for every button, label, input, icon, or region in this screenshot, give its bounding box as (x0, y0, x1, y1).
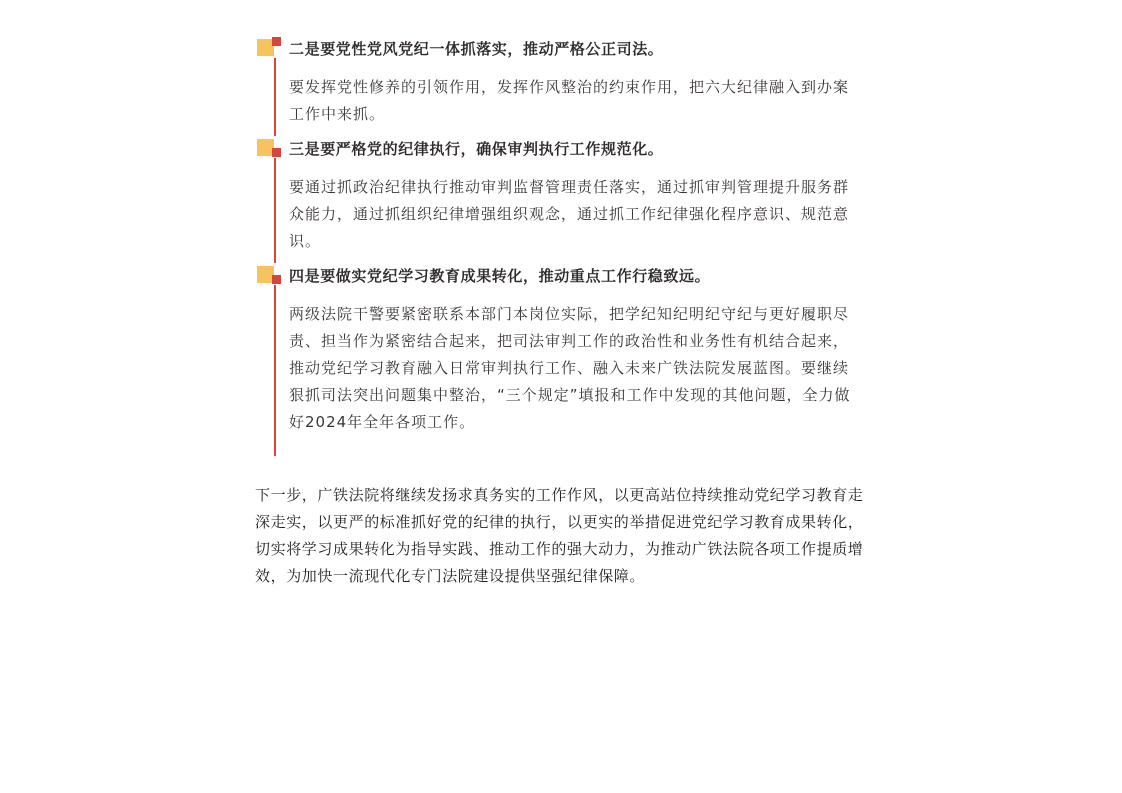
square-bullet-icon (257, 37, 281, 57)
square-bullet-icon (257, 137, 281, 157)
section-title: 二是要党性党风党纪一体抓落实，推动严格公正司法。 (289, 40, 664, 58)
section-2 (255, 36, 875, 136)
section-title: 四是要做实党纪学习教育成果转化，推动重点工作行稳致远。 (289, 267, 711, 285)
section-4 (255, 263, 875, 456)
section-3 (255, 136, 875, 263)
closing-paragraph: 下一步，广铁法院将继续发扬求真务实的工作作风，以更高站位持续推动党纪学习教育走深走实，以更严的标准抓好党的纪律的执行，以更实的举措促进党纪学习教育成果转化，切实将学习成果转化为指导实践、推动工作的强大动力，为推动广铁法院各项工作提质增效，为加快一流现代化专门法院建设提供坚强纪律保障。 (255, 486, 864, 585)
section-timeline-line (274, 285, 276, 456)
square-bullet-icon (257, 264, 281, 284)
article (255, 36, 875, 590)
section-body: 两级法院干警要紧密联系本部门本岗位实际，把学纪知纪明纪守纪与更好履职尽责、担当作为紧密结合起来，把司法审判工作的政治性和业务性有机结合起来，推动党纪学习教育融入日常审判执行工作、融入未来广铁法院发展蓝图。要继续狠抓司法突出问题集中整治，“三个规定”填报和工作中发现的其他问题，全力做好2024年全年各项工作。 (289, 305, 851, 431)
section-title: 三是要严格党的纪律执行，确保审判执行工作规范化。 (289, 140, 664, 158)
section-timeline-line (274, 58, 276, 136)
section-timeline-line (274, 158, 276, 263)
section-body: 要通过抓政治纪律执行推动审判监督管理责任落实，通过抓审判管理提升服务群众能力，通过抓组织纪律增强组织观念，通过抓工作纪律强化程序意识、规范意识。 (289, 178, 850, 250)
section-body: 要发挥党性修养的引领作用，发挥作风整治的约束作用，把六大纪律融入到办案工作中来抓。 (289, 78, 850, 123)
